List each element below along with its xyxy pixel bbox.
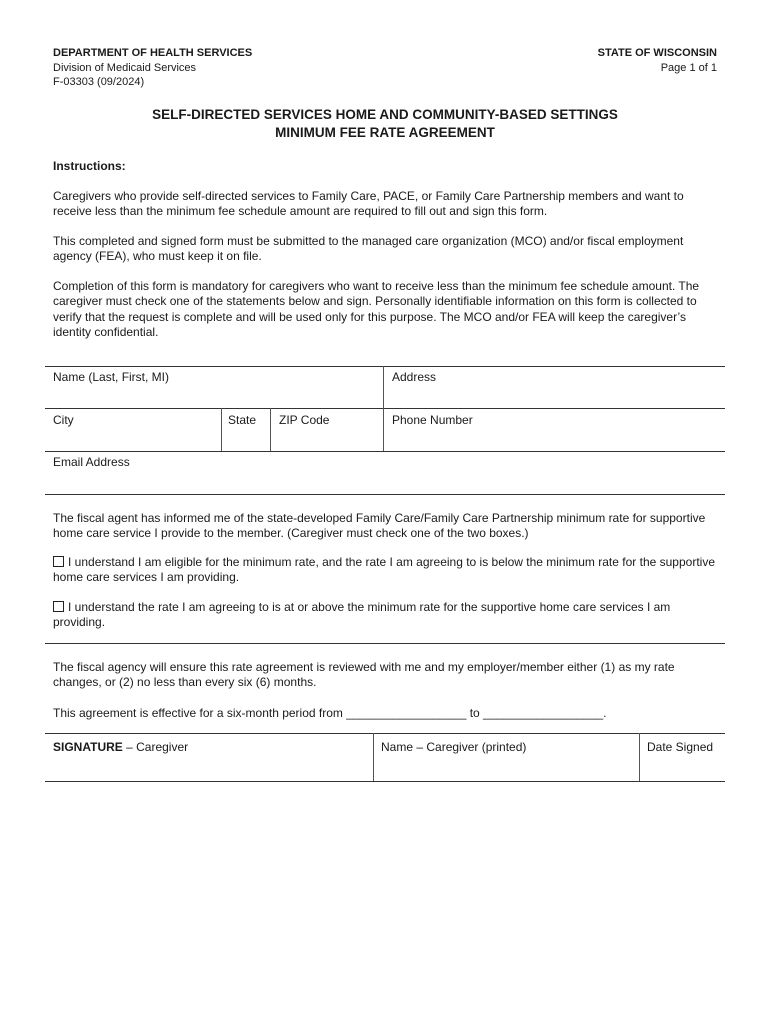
state-field[interactable]: State [228, 413, 257, 427]
instructions-paragraph-3: Completion of this form is mandatory for caregivers who want to receive less than the minimum fee schedule amount. The caregiver must check one of the statements below and sign. Personally identifiable information on this form is collected to verify that the request is complete and will be used only for this purpose. The MCO and/or FEA will keep the caregiver’s identity confidential. [53, 279, 700, 339]
division-name: Division of Medicaid Services [53, 61, 197, 74]
email-address-field[interactable]: Email Address [53, 455, 130, 469]
zip-code-field[interactable]: ZIP Code [279, 413, 330, 427]
row-rule-1 [45, 408, 725, 409]
form-title [0, 106, 770, 142]
phone-number-field[interactable]: Phone Number [392, 413, 473, 427]
signature-label-rest: – Caregiver [122, 740, 189, 754]
header-left [53, 46, 252, 90]
signature-name-divider [373, 733, 374, 781]
signature-bottom-rule [45, 781, 725, 782]
title-line-1: SELF-DIRECTED SERVICES HOME AND COMMUNITY-BASED SETTINGS [152, 107, 618, 122]
state-name: STATE OF WISCONSIN [597, 47, 717, 59]
table-top-rule [45, 366, 725, 367]
city-field[interactable]: City [53, 413, 74, 427]
instructions-label: Instructions: [53, 159, 126, 173]
effective-period-statement[interactable]: This agreement is effective for a six-month period from __________________ to __________________. [53, 706, 607, 720]
option-2-checkbox[interactable] [53, 601, 64, 612]
row-rule-3 [45, 494, 725, 495]
row-rule-2 [45, 451, 725, 452]
header-right [598, 46, 717, 75]
option-1-row [53, 555, 723, 586]
city-state-divider [221, 408, 222, 451]
option-1-label: I understand I am eligible for the minimum rate, and the rate I am agreeing to is below the minimum rate for the supportive home care services I am providing. [53, 555, 715, 585]
title-line-2: MINIMUM FEE RATE AGREEMENT [275, 125, 495, 140]
signature-top-rule [45, 733, 725, 734]
page-number: Page 1 of 1 [660, 61, 717, 74]
review-statement: The fiscal agency will ensure this rate agreement is reviewed with me and my employer/member either (1) as my rate changes, or (2) no less than every six (6) months. [53, 660, 675, 690]
signature-label-bold: SIGNATURE [53, 740, 123, 754]
instructions-paragraph-1: Caregivers who provide self-directed services to Family Care, PACE, or Family Care Partnership members and want to receive less than the minimum fee schedule amount are required to fill out and sign this form. [53, 189, 684, 219]
option-2-row [53, 600, 723, 631]
address-field[interactable]: Address [392, 370, 437, 384]
option-1-checkbox[interactable] [53, 556, 64, 567]
name-address-divider [383, 366, 384, 408]
zip-phone-divider [383, 408, 384, 451]
state-zip-divider [270, 408, 271, 451]
signature-field[interactable] [53, 740, 188, 755]
printed-name-field[interactable]: Name – Caregiver (printed) [381, 740, 527, 754]
option-2-label: I understand the rate I am agreeing to is at or above the minimum rate for the supportive home care services I am providing. [53, 600, 671, 630]
instructions-paragraph-2: This completed and signed form must be submitted to the managed care organization (MCO) and/or fiscal employment agency (FEA), who must keep it on file. [53, 234, 684, 264]
name-date-divider [639, 733, 640, 781]
department-name: DEPARTMENT OF HEALTH SERVICES [53, 47, 253, 59]
name-field[interactable]: Name (Last, First, MI) [53, 370, 170, 384]
form-number: F-03303 (09/2024) [53, 76, 145, 88]
date-signed-field[interactable]: Date Signed [647, 740, 714, 754]
statement-intro: The fiscal agent has informed me of the state-developed Family Care/Family Care Partnership minimum rate for supportive home care service I provide to the member. (Caregiver must check one of the two boxes.) [53, 511, 706, 541]
statements-bottom-rule [45, 643, 725, 644]
